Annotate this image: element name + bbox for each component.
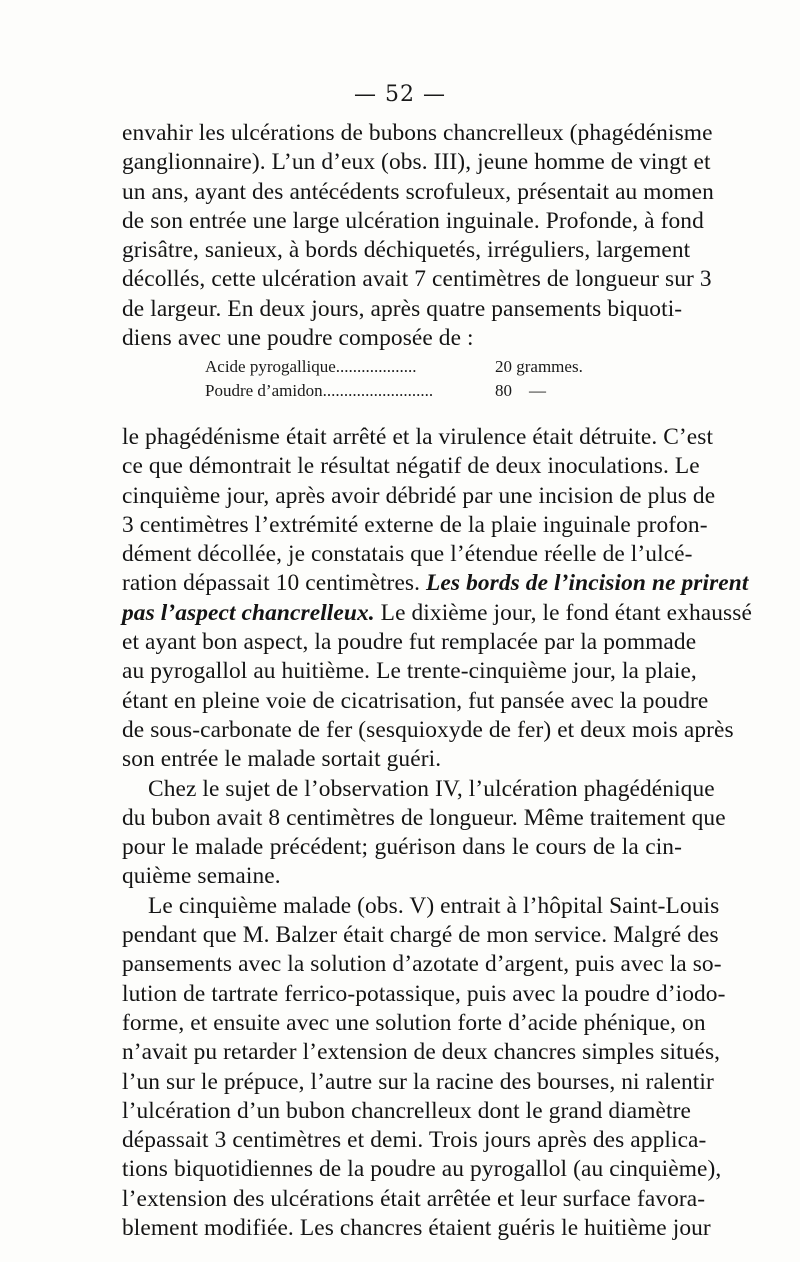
ingredient-quantity: 20 grammes. (495, 357, 583, 376)
ingredient-name: Acide pyrogallique................... (205, 357, 417, 376)
italic-text-run: pas l’aspect chancrelleux. (122, 599, 375, 626)
text-line: Le cinquième malade (obs. V) entrait à l’hôpital Saint-Louis (148, 892, 720, 919)
text-line: cinquième jour, après avoir débridé par une incision de plus de (122, 482, 716, 509)
text-line: de sous-carbonate de fer (sesquioxyde de fer) et deux mois après (122, 716, 734, 743)
text-line (122, 569, 749, 598)
text-line: pour le malade précédent; guérison dans le cours de la cin- (122, 834, 682, 861)
text-line: ce que démontrait le résultat négatif de deux inoculations. Le (122, 453, 700, 480)
text-line: blement modifiée. Les chancres étaient guéris le huitième jour (122, 1215, 711, 1242)
text-line: étant en pleine voie de cicatrisation, fut pansée avec la poudre (122, 687, 709, 714)
text-line: décollés, cette ulcération avait 7 centimètres de longueur sur 3 (122, 266, 712, 293)
text-line: ganglionnaire). L’un d’eux (obs. III), jeune homme de vingt et (122, 149, 711, 176)
text-line: 3 centimètres l’extrémité externe de la plaie inguinale profon- (122, 511, 708, 538)
text-line: pansements avec la solution d’azotate d’argent, puis avec la so- (122, 951, 722, 978)
text-line: lution de tartrate ferrico-potassique, puis avec la poudre d’iodo- (122, 980, 726, 1007)
text-line: un ans, ayant des antécédents scrofuleux, présentait au momen (122, 178, 714, 205)
text-line: au pyrogallol au huitième. Le trente-cinquième jour, la plaie, (122, 658, 697, 685)
text-line: l’extension des ulcérations était arrêtée et leur surface favora- (122, 1185, 706, 1212)
paragraph-1 (122, 119, 714, 353)
text-line: de largeur. En deux jours, après quatre pansements biquoti- (122, 295, 683, 322)
text-line: l’ulcération d’un bubon chancrelleux dont le grand diamètre (122, 1097, 692, 1124)
text-line: diens avec une poudre composée de : (122, 325, 474, 352)
text-line: le phagédénisme était arrêté et la virulence était détruite. C’est (122, 424, 714, 450)
italic-text-run: Les bords de l’incision ne prirent (426, 570, 749, 597)
text-line: tions biquotidiennes de la poudre au pyrogallol (au cinquième), (122, 1156, 722, 1183)
recipe-table (205, 355, 625, 403)
text-line: du bubon avait 8 centimètres de longueur. Même traitement que (122, 804, 726, 831)
recipe-row (205, 379, 625, 403)
text-line: pendant que M. Balzer était chargé de mon service. Malgré des (122, 922, 719, 949)
text-line: forme, et ensuite avec une solution forte d’acide phénique, on (122, 1009, 706, 1036)
text-run: ration dépassait 10 centimètres. (122, 570, 427, 597)
text-line: son entrée le malade sortait guéri. (122, 746, 442, 773)
text-line: dément décollée, je constatais que l’étendue réelle de l’ulcé- (122, 541, 693, 568)
recipe-row (205, 355, 625, 379)
text-line (122, 599, 752, 628)
text-line: l’un sur le prépuce, l’autre sur la racine des bourses, ni ralentir (122, 1068, 714, 1095)
ingredient-name: Poudre d’amidon.......................... (205, 381, 434, 400)
text-line: Chez le sujet de l’observation IV, l’ulcération phagédénique (148, 775, 715, 802)
text-line: et ayant bon aspect, la poudre fut remplacée par la pommade (122, 629, 697, 656)
text-run: Le dixième jour, le fond étant exhaussé (374, 599, 752, 626)
text-line: envahir les ulcérations de bubons chancrelleux (phagédénisme (122, 120, 713, 146)
text-line: n’avait pu retarder l’extension de deux chancres simples situés, (122, 1039, 721, 1066)
text-line: de son entrée une large ulcération inguinale. Profonde, à fond (122, 207, 704, 234)
ingredient-quantity: 80 — (495, 381, 546, 400)
text-line: dépassait 3 centimètres et demi. Trois jours après des applica- (122, 1127, 707, 1154)
text-line: grisâtre, sanieux, à bords déchiquetés, irréguliers, largement (122, 237, 691, 264)
body-text (122, 423, 752, 1243)
text-line: quième semaine. (122, 863, 281, 890)
page-number: — 52 — (354, 82, 446, 107)
